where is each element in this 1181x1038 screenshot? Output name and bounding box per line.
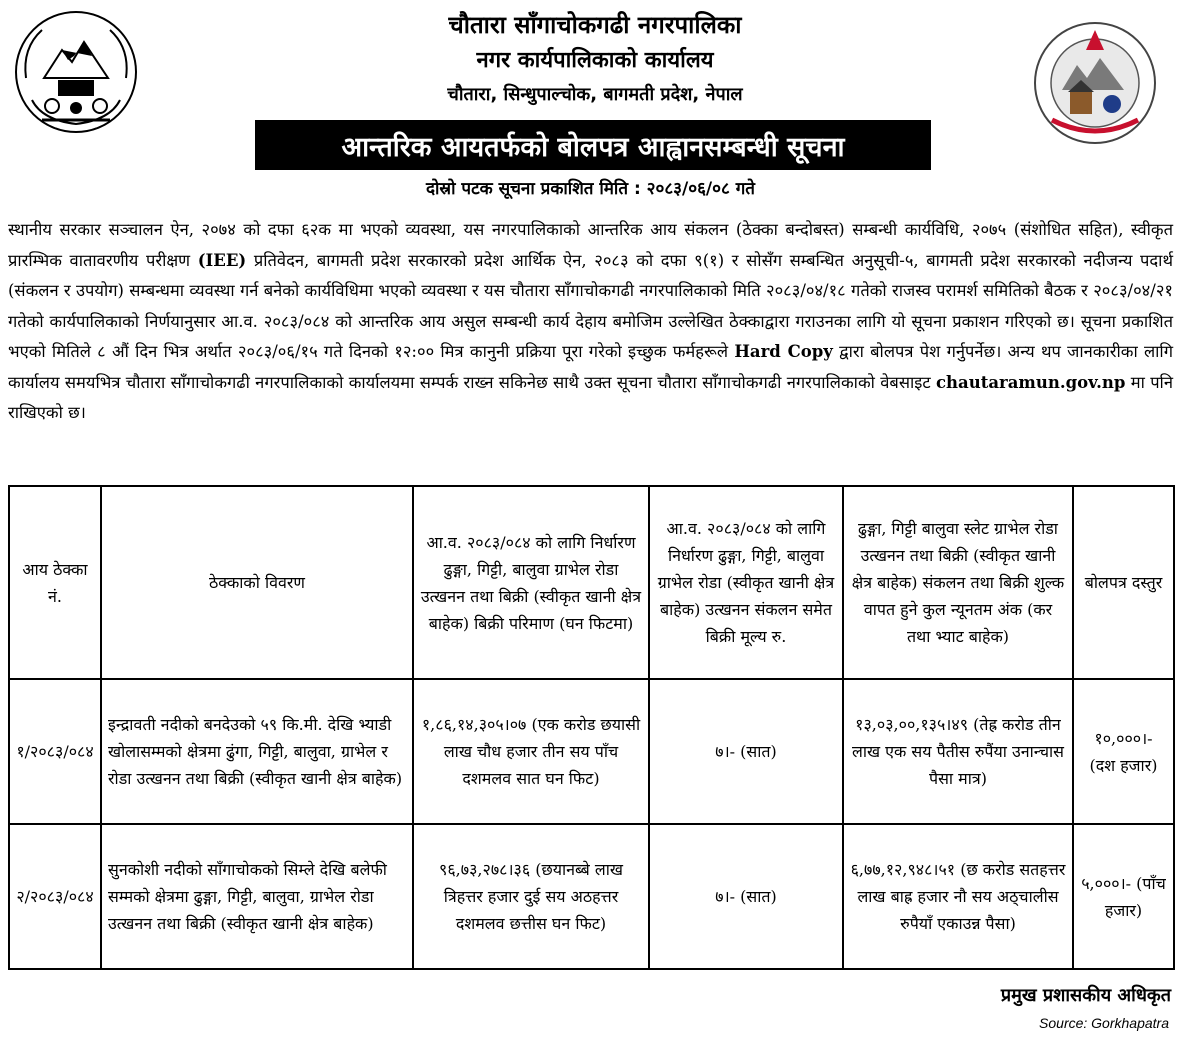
cell-contract-no: १/२०८३/०८४ [9,679,101,824]
publication-date: दोस्रो पटक सूचना प्रकाशित मिति : २०८३/०६/०८ गते [426,179,755,199]
table-header-row [9,486,1174,679]
tender-table [8,485,1175,970]
cell-quantity: ९६,७३,२७८।३६ (छयानब्बे लाख त्रिहत्तर हजार दुई सय अठहत्तर दशमलव छत्तीस घन फिट) [413,824,649,969]
header-contract-no: आय ठेक्का नं. [9,486,101,679]
body-text-3: द्वारा बोलपत्र पेश गर्नुपर्नेछ। अन्य थप जानकारीका लागि कार्यालय समयभित्र चौतारा साँगाचोकगढी नगरपालिकाको कार्यालयमा सम्पर्क राख्न सकिनेछ साथै उक्त सूचना चौतारा साँगाचोकगढी नगरपालिकाको वेबसाइट [8,342,1173,392]
table-row [9,824,1174,969]
municipality-logo [1032,20,1158,146]
office-name: नगर कार्यपालिकाको कार्यालय [476,48,714,73]
body-text-1: स्थानीय सरकार सञ्चालन ऐन, २०७४ को दफा ६२क मा भएको व्यवस्था, यस नगरपालिकाको आन्तरिक आय संकलन (ठेक्का बन्दोबस्त) सम्बन्धी कार्यविधि, २०७५ (संशोधित सहित), स्वीकृत प्रारम्भिक वातावरणीय परीक्षण [8,220,1173,270]
signatory-title: प्रमुख प्रशासकीय अधिकृत [1000,985,1171,1006]
cell-description: सुनकोशी नदीको साँगाचोकको सिम्ले देखि बलेफी सम्मको क्षेत्रमा ढुङ्गा, गिट्टी, बालुवा, ग्राभेल रोडा उत्खनन तथा बिक्री (स्वीकृत खानी क्षेत्र बाहेक) [101,824,413,969]
header-minimum-amount: ढुङ्गा, गिट्टी बालुवा स्लेट ग्राभेल रोडा उत्खनन तथा बिक्री (स्वीकृत खानी क्षेत्र बाहेक) संकलन तथा बिक्री शुल्क वापत हुने कुल न्यूनतम अंक (कर तथा भ्याट बाहेक) [843,486,1073,679]
header-bid-fee: बोलपत्र दस्तुर [1073,486,1174,679]
body-text-2: प्रतिवेदन, बागमती प्रदेश सरकारको प्रदेश आर्थिक ऐन, २०८३ को दफा ९(१) र सोसँग सम्बन्धित अनुसूची-५, बागमती प्रदेश सरकारको नदीजन्य पदार्थ (संकलन र उपयोग) सम्बन्धमा व्यवस्था गर्न बनेको कार्यविधिमा भएको व्यवस्था र यस चौतारा साँगाचोकगढी नगरपालिकाको मिति २०८३/०४/१८ गतेको राजस्व परामर्श समितिको बैठक र २०८३/०४/२१ गतेको कार्यपालिकाको निर्णयानुसार आ.व. २०८३/०८४ को आन्तरिक आय असुल सम्बन्धी कार्य देहाय बमोजिम उल्लेखित ठेक्काद्वारा गराउनका लागि यो सूचना प्रकाशन गरिएको छ। सूचना प्रकाशित भएको मितिले ८ औं दिन भित्र अर्थात २०८३/०६/१५ गते दिनको १२:०० मित्र कानुनी प्रक्रिया पूरा गरेको इच्छुक फर्महरूले [8,250,1173,361]
cell-minimum-amount: १३,०३,००,१३५।४९ (तेह्र करोड तीन लाख एक सय पैतीस रुपैंया उनान्चास पैसा मात्र) [843,679,1073,824]
cell-bid-fee: १०,०००।- (दश हजार) [1073,679,1174,824]
office-address: चौतारा, सिन्धुपाल्चोक, बागमती प्रदेश, नेपाल [447,84,743,105]
cell-bid-fee: ५,०००।- (पाँच हजार) [1073,824,1174,969]
cell-rate: ७।- (सात) [649,824,843,969]
header-description: ठेक्काको विवरण [101,486,413,679]
cell-rate: ७।- (सात) [649,679,843,824]
header-quantity: आ.व. २०८३/०८४ को लागि निर्धारण ढुङ्गा, गिट्टी, बालुवा ग्राभेल रोडा उत्खनन तथा बिक्री (स्वीकृत खानी क्षेत्र बाहेक) बिक्री परिमाण (घन फिटमा) [413,486,649,679]
cell-description: इन्द्रावती नदीको बनदेउको ५९ कि.मी. देखि भ्याडी खोलासम्मको क्षेत्रमा ढुंगा, गिट्टी, बालुवा, ग्राभेल र रोडा उत्खनन तथा बिक्री (स्वीकृत खानी क्षेत्र बाहेक) [101,679,413,824]
notice-title-banner: आन्तरिक आयतर्फको बोलपत्र आह्वानसम्बन्धी सूचना [255,120,931,170]
source-credit: Source: Gorkhapatra [1039,1015,1169,1031]
body-bold-iee: (IEE) [197,250,247,270]
municipality-name: चौतारा साँगाचोकगढी नगरपालिका [448,11,742,39]
cell-minimum-amount: ६,७७,१२,९४८।५१ (छ करोड सतहत्तर लाख बाह्र हजार नौ सय अठ्चालीस रुपैयाँ एकाउन्न पैसा) [843,824,1073,969]
website-link[interactable]: chautaramun.gov.np [936,372,1126,392]
body-text-4: मा पनि राखिएको छ। [8,372,1173,422]
header-rate: आ.व. २०८३/०८४ को लागि निर्धारण ढुङ्गा, गिट्टी, बालुवा ग्राभेल रोडा (स्वीकृत खानी क्षेत्र बाहेक) उत्खनन संकलन समेत बिक्री मूल्य रु. [649,486,843,679]
table-row [9,679,1174,824]
notice-body [8,215,1173,429]
cell-contract-no: २/२०८३/०८४ [9,824,101,969]
nepal-emblem-logo [12,8,140,136]
cell-quantity: १,८६,१४,३०५।०७ (एक करोड छयासी लाख चौध हजार तीन सय पाँच दशमलव सात घन फिट) [413,679,649,824]
body-bold-hardcopy: Hard Copy [734,342,833,361]
